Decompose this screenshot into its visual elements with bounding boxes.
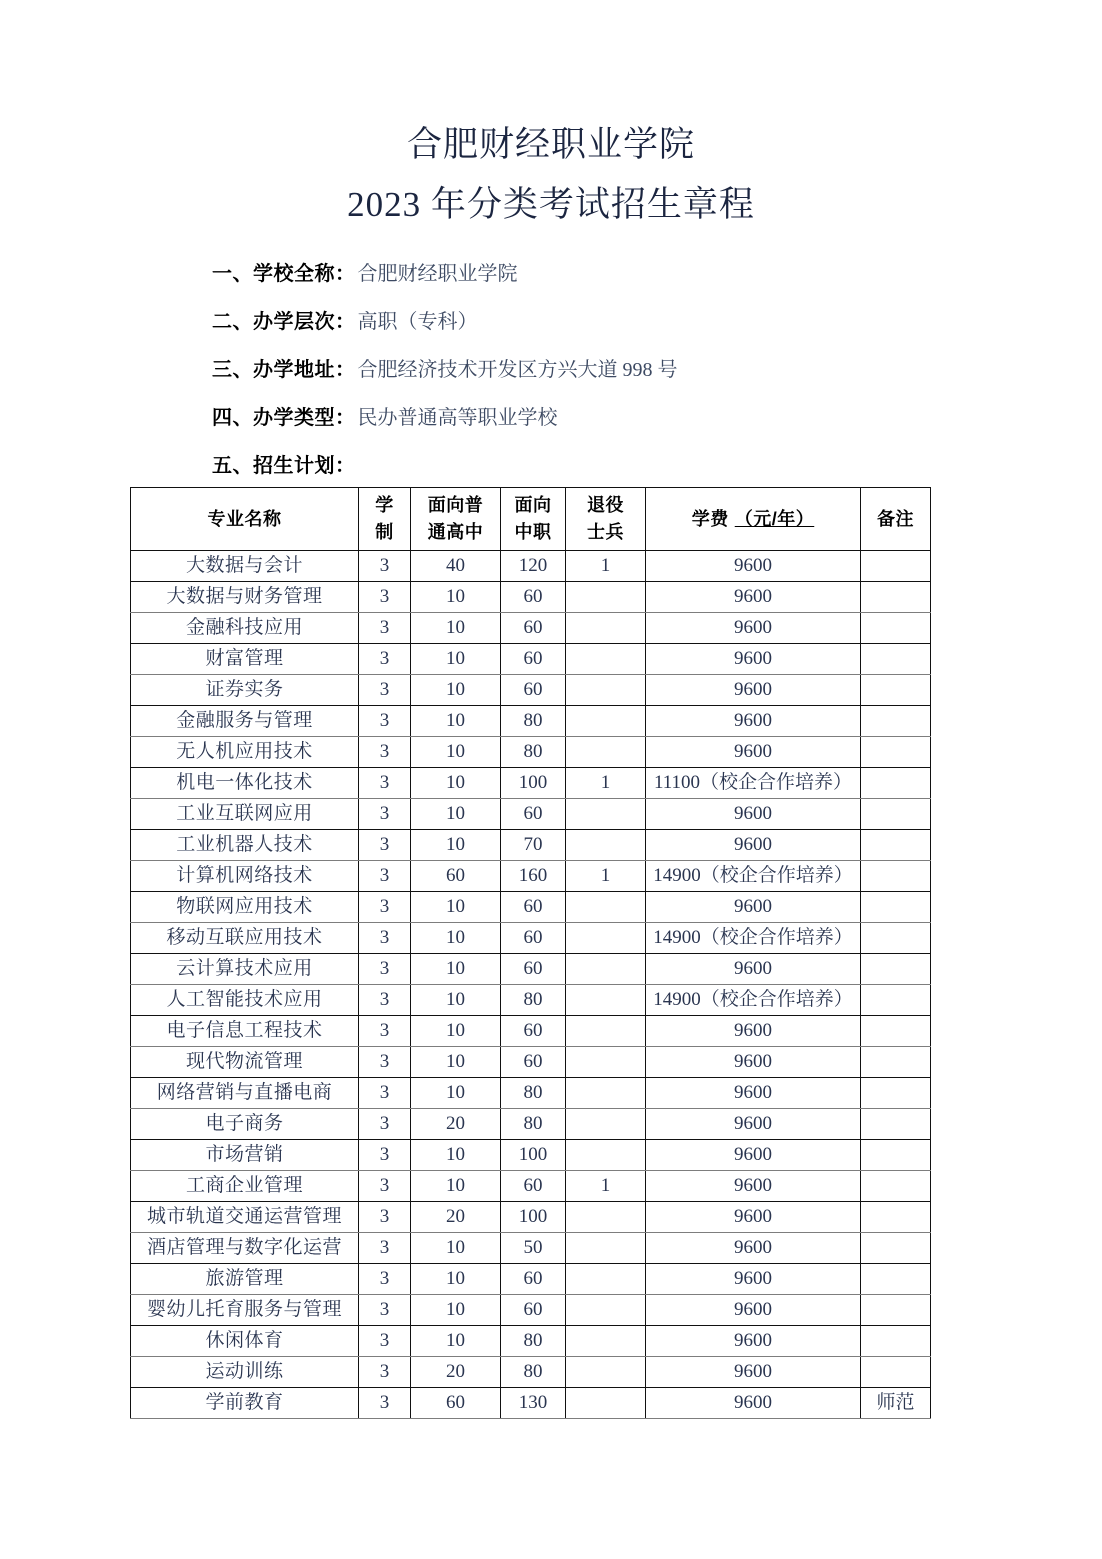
cell-senior-high: 10 [411, 1047, 501, 1078]
table-row [131, 954, 931, 985]
cell-major: 运动训练 [131, 1357, 359, 1388]
cell-major: 学前教育 [131, 1388, 359, 1419]
cell-major: 现代物流管理 [131, 1047, 359, 1078]
cell-remark [861, 861, 931, 892]
cell-major: 金融服务与管理 [131, 706, 359, 737]
cell-years: 3 [359, 1295, 411, 1326]
cell-senior-high: 20 [411, 1202, 501, 1233]
cell-veteran [566, 737, 646, 768]
cell-years: 3 [359, 675, 411, 706]
column-header-years-line1: 学 [375, 495, 394, 515]
cell-years: 3 [359, 706, 411, 737]
cell-years: 3 [359, 1357, 411, 1388]
cell-years: 3 [359, 1202, 411, 1233]
cell-years: 3 [359, 644, 411, 675]
cell-years: 3 [359, 1264, 411, 1295]
cell-veteran [566, 1078, 646, 1109]
column-header-senior-high-line1: 面向普 [427, 495, 484, 515]
cell-major: 金融科技应用 [131, 613, 359, 644]
cell-veteran [566, 1202, 646, 1233]
cell-senior-high: 10 [411, 1233, 501, 1264]
cell-major: 市场营销 [131, 1140, 359, 1171]
cell-major: 人工智能技术应用 [131, 985, 359, 1016]
cell-years: 3 [359, 954, 411, 985]
cell-major: 电子商务 [131, 1109, 359, 1140]
cell-tuition: 9600 [646, 706, 861, 737]
enrollment-plan-table [130, 487, 931, 1419]
cell-veteran [566, 954, 646, 985]
cell-tuition: 9600 [646, 1295, 861, 1326]
cell-senior-high: 10 [411, 954, 501, 985]
cell-remark [861, 644, 931, 675]
cell-years: 3 [359, 1047, 411, 1078]
column-header-remark: 备注 [861, 488, 931, 551]
table-row [131, 799, 931, 830]
table-row [131, 861, 931, 892]
school-info-list [0, 258, 1102, 483]
cell-remark [861, 1078, 931, 1109]
cell-tuition: 9600 [646, 1326, 861, 1357]
table-row [131, 582, 931, 613]
column-header-vocational [501, 488, 566, 551]
cell-remark [861, 1047, 931, 1078]
cell-senior-high: 10 [411, 1078, 501, 1109]
cell-veteran [566, 892, 646, 923]
cell-years: 3 [359, 1171, 411, 1202]
cell-veteran [566, 706, 646, 737]
cell-major: 物联网应用技术 [131, 892, 359, 923]
cell-vocational: 80 [501, 1326, 566, 1357]
column-header-tuition [646, 488, 861, 551]
cell-senior-high: 10 [411, 768, 501, 799]
table-row [131, 737, 931, 768]
column-header-tuition-unit: （元/年） [734, 508, 815, 529]
cell-remark [861, 1109, 931, 1140]
cell-major: 大数据与会计 [131, 551, 359, 582]
cell-senior-high: 10 [411, 1016, 501, 1047]
cell-veteran [566, 675, 646, 706]
cell-years: 3 [359, 1109, 411, 1140]
cell-veteran [566, 1326, 646, 1357]
table-row [131, 551, 931, 582]
cell-years: 3 [359, 551, 411, 582]
cell-vocational: 60 [501, 1171, 566, 1202]
cell-remark [861, 613, 931, 644]
cell-remark [861, 1357, 931, 1388]
cell-tuition: 9600 [646, 737, 861, 768]
cell-vocational: 130 [501, 1388, 566, 1419]
cell-veteran [566, 1109, 646, 1140]
cell-tuition: 9600 [646, 1171, 861, 1202]
cell-major: 云计算技术应用 [131, 954, 359, 985]
cell-remark [861, 830, 931, 861]
cell-vocational: 80 [501, 985, 566, 1016]
column-header-veteran [566, 488, 646, 551]
cell-senior-high: 40 [411, 551, 501, 582]
column-header-major: 专业名称 [131, 488, 359, 551]
cell-senior-high: 10 [411, 582, 501, 613]
cell-major: 工商企业管理 [131, 1171, 359, 1202]
cell-remark [861, 1295, 931, 1326]
table-body [131, 551, 931, 1419]
cell-years: 3 [359, 985, 411, 1016]
cell-remark [861, 985, 931, 1016]
cell-senior-high: 60 [411, 861, 501, 892]
table-row [131, 923, 931, 954]
cell-senior-high: 10 [411, 923, 501, 954]
cell-vocational: 120 [501, 551, 566, 582]
cell-vocational: 160 [501, 861, 566, 892]
cell-years: 3 [359, 861, 411, 892]
info-label: 一、学校全称： [212, 263, 356, 285]
cell-tuition: 14900（校企合作培养） [646, 861, 861, 892]
cell-remark [861, 675, 931, 706]
cell-veteran [566, 1388, 646, 1419]
info-label: 五、招生计划： [212, 455, 356, 477]
cell-veteran [566, 582, 646, 613]
cell-major: 移动互联应用技术 [131, 923, 359, 954]
cell-tuition: 14900（校企合作培养） [646, 985, 861, 1016]
info-value: 合肥财经职业学院 [357, 263, 518, 285]
cell-tuition: 9600 [646, 644, 861, 675]
cell-senior-high: 10 [411, 985, 501, 1016]
cell-senior-high: 10 [411, 1326, 501, 1357]
cell-tuition: 9600 [646, 582, 861, 613]
cell-vocational: 60 [501, 1264, 566, 1295]
info-label: 四、办学类型： [212, 407, 356, 429]
cell-remark [861, 737, 931, 768]
cell-vocational: 80 [501, 1109, 566, 1140]
cell-major: 网络营销与直播电商 [131, 1078, 359, 1109]
info-line-school-name [212, 258, 1102, 291]
column-header-years [359, 488, 411, 551]
cell-major: 财富管理 [131, 644, 359, 675]
column-header-vocational-line1: 面向 [514, 495, 552, 515]
enrollment-plan-table-wrapper [130, 487, 930, 1419]
table-row [131, 1109, 931, 1140]
cell-vocational: 60 [501, 644, 566, 675]
cell-senior-high: 10 [411, 830, 501, 861]
info-line-school-type [212, 402, 1102, 435]
cell-remark [861, 706, 931, 737]
cell-senior-high: 10 [411, 675, 501, 706]
cell-veteran [566, 1047, 646, 1078]
cell-veteran [566, 1264, 646, 1295]
cell-tuition: 9600 [646, 1233, 861, 1264]
cell-years: 3 [359, 892, 411, 923]
cell-veteran [566, 613, 646, 644]
table-row [131, 1202, 931, 1233]
cell-major: 机电一体化技术 [131, 768, 359, 799]
cell-major: 电子信息工程技术 [131, 1016, 359, 1047]
column-header-senior-high-line2: 通高中 [427, 522, 484, 542]
table-row [131, 1326, 931, 1357]
cell-tuition: 9600 [646, 799, 861, 830]
cell-major: 大数据与财务管理 [131, 582, 359, 613]
cell-remark [861, 768, 931, 799]
cell-senior-high: 10 [411, 1171, 501, 1202]
cell-tuition: 9600 [646, 1016, 861, 1047]
cell-veteran [566, 1295, 646, 1326]
cell-vocational: 80 [501, 706, 566, 737]
cell-major: 无人机应用技术 [131, 737, 359, 768]
cell-senior-high: 10 [411, 644, 501, 675]
table-row [131, 830, 931, 861]
column-header-veteran-line2: 士兵 [587, 522, 624, 542]
cell-remark: 师范 [861, 1388, 931, 1419]
cell-tuition: 9600 [646, 1202, 861, 1233]
cell-remark [861, 1202, 931, 1233]
cell-veteran [566, 1140, 646, 1171]
cell-years: 3 [359, 1233, 411, 1264]
cell-years: 3 [359, 737, 411, 768]
table-header-row [131, 488, 931, 551]
cell-veteran [566, 1016, 646, 1047]
cell-senior-high: 10 [411, 613, 501, 644]
cell-vocational: 60 [501, 799, 566, 830]
cell-years: 3 [359, 830, 411, 861]
cell-tuition: 9600 [646, 613, 861, 644]
cell-veteran [566, 985, 646, 1016]
cell-senior-high: 10 [411, 706, 501, 737]
cell-veteran [566, 644, 646, 675]
cell-years: 3 [359, 923, 411, 954]
cell-senior-high: 10 [411, 892, 501, 923]
column-header-senior-high [411, 488, 501, 551]
cell-major: 婴幼儿托育服务与管理 [131, 1295, 359, 1326]
info-line-enrollment-plan [212, 450, 1102, 483]
cell-tuition: 9600 [646, 954, 861, 985]
table-row [131, 675, 931, 706]
table-row [131, 1357, 931, 1388]
cell-remark [861, 799, 931, 830]
table-row [131, 892, 931, 923]
cell-major: 城市轨道交通运营管理 [131, 1202, 359, 1233]
cell-tuition: 9600 [646, 1109, 861, 1140]
info-value: 合肥经济技术开发区方兴大道 998 号 [357, 359, 678, 381]
cell-senior-high: 20 [411, 1109, 501, 1140]
info-line-address [212, 354, 1102, 387]
cell-tuition: 14900（校企合作培养） [646, 923, 861, 954]
cell-vocational: 60 [501, 1295, 566, 1326]
cell-senior-high: 20 [411, 1357, 501, 1388]
cell-vocational: 60 [501, 613, 566, 644]
cell-tuition: 9600 [646, 1357, 861, 1388]
cell-senior-high: 10 [411, 1295, 501, 1326]
info-line-education-level [212, 306, 1102, 339]
cell-senior-high: 10 [411, 799, 501, 830]
cell-vocational: 80 [501, 1357, 566, 1388]
cell-veteran [566, 1233, 646, 1264]
cell-vocational: 60 [501, 954, 566, 985]
column-header-tuition-main: 学费 [691, 508, 729, 529]
cell-major: 工业机器人技术 [131, 830, 359, 861]
cell-vocational: 60 [501, 1016, 566, 1047]
cell-years: 3 [359, 1078, 411, 1109]
table-row [131, 1078, 931, 1109]
cell-veteran [566, 799, 646, 830]
cell-years: 3 [359, 1326, 411, 1357]
cell-remark [861, 1233, 931, 1264]
table-row [131, 1388, 931, 1419]
cell-remark [861, 923, 931, 954]
document-title-line-2: 2023 年分类考试招生章程 [347, 185, 755, 224]
cell-tuition: 9600 [646, 1388, 861, 1419]
table-header [131, 488, 931, 551]
cell-years: 3 [359, 1140, 411, 1171]
cell-major: 证券实务 [131, 675, 359, 706]
table-row [131, 1140, 931, 1171]
cell-remark [861, 954, 931, 985]
info-value: 民办普通高等职业学校 [357, 407, 558, 429]
table-row [131, 1016, 931, 1047]
info-value: 高职（专科） [357, 311, 478, 333]
table-row [131, 1233, 931, 1264]
title-block [0, 0, 1102, 232]
table-row [131, 706, 931, 737]
table-row [131, 1047, 931, 1078]
cell-remark [861, 582, 931, 613]
table-row [131, 985, 931, 1016]
cell-senior-high: 10 [411, 737, 501, 768]
document-title-line-1: 合肥财经职业学院 [406, 125, 695, 164]
cell-major: 旅游管理 [131, 1264, 359, 1295]
cell-remark [861, 551, 931, 582]
cell-remark [861, 892, 931, 923]
table-row [131, 768, 931, 799]
cell-veteran [566, 830, 646, 861]
table-row [131, 644, 931, 675]
cell-remark [861, 1264, 931, 1295]
cell-tuition: 9600 [646, 1078, 861, 1109]
table-row [131, 1264, 931, 1295]
table-row [131, 613, 931, 644]
column-header-veteran-line1: 退役 [587, 495, 624, 515]
cell-major: 休闲体育 [131, 1326, 359, 1357]
cell-tuition: 11100（校企合作培养） [646, 768, 861, 799]
cell-senior-high: 10 [411, 1264, 501, 1295]
cell-years: 3 [359, 1388, 411, 1419]
cell-vocational: 80 [501, 737, 566, 768]
cell-vocational: 100 [501, 1140, 566, 1171]
table-row [131, 1171, 931, 1202]
cell-senior-high: 60 [411, 1388, 501, 1419]
cell-remark [861, 1326, 931, 1357]
cell-years: 3 [359, 799, 411, 830]
cell-vocational: 70 [501, 830, 566, 861]
cell-major: 工业互联网应用 [131, 799, 359, 830]
cell-vocational: 50 [501, 1233, 566, 1264]
cell-vocational: 80 [501, 1078, 566, 1109]
cell-tuition: 9600 [646, 1264, 861, 1295]
cell-major: 酒店管理与数字化运营 [131, 1233, 359, 1264]
info-label: 三、办学地址： [212, 359, 356, 381]
cell-tuition: 9600 [646, 830, 861, 861]
cell-veteran: 1 [566, 551, 646, 582]
cell-vocational: 60 [501, 582, 566, 613]
cell-years: 3 [359, 582, 411, 613]
cell-veteran: 1 [566, 768, 646, 799]
column-header-years-line2: 制 [375, 522, 394, 542]
cell-major: 计算机网络技术 [131, 861, 359, 892]
cell-vocational: 60 [501, 1047, 566, 1078]
cell-veteran [566, 923, 646, 954]
cell-veteran: 1 [566, 1171, 646, 1202]
cell-years: 3 [359, 768, 411, 799]
cell-remark [861, 1140, 931, 1171]
cell-tuition: 9600 [646, 892, 861, 923]
cell-vocational: 100 [501, 768, 566, 799]
cell-senior-high: 10 [411, 1140, 501, 1171]
cell-remark [861, 1016, 931, 1047]
cell-vocational: 60 [501, 892, 566, 923]
table-row [131, 1295, 931, 1326]
info-label: 二、办学层次： [212, 311, 356, 333]
cell-tuition: 9600 [646, 551, 861, 582]
cell-vocational: 100 [501, 1202, 566, 1233]
cell-tuition: 9600 [646, 1047, 861, 1078]
cell-years: 3 [359, 1016, 411, 1047]
cell-vocational: 60 [501, 923, 566, 954]
cell-tuition: 9600 [646, 675, 861, 706]
cell-vocational: 60 [501, 675, 566, 706]
cell-tuition: 9600 [646, 1140, 861, 1171]
cell-veteran: 1 [566, 861, 646, 892]
cell-veteran [566, 1357, 646, 1388]
cell-years: 3 [359, 613, 411, 644]
column-header-vocational-line2: 中职 [514, 522, 552, 542]
cell-remark [861, 1171, 931, 1202]
